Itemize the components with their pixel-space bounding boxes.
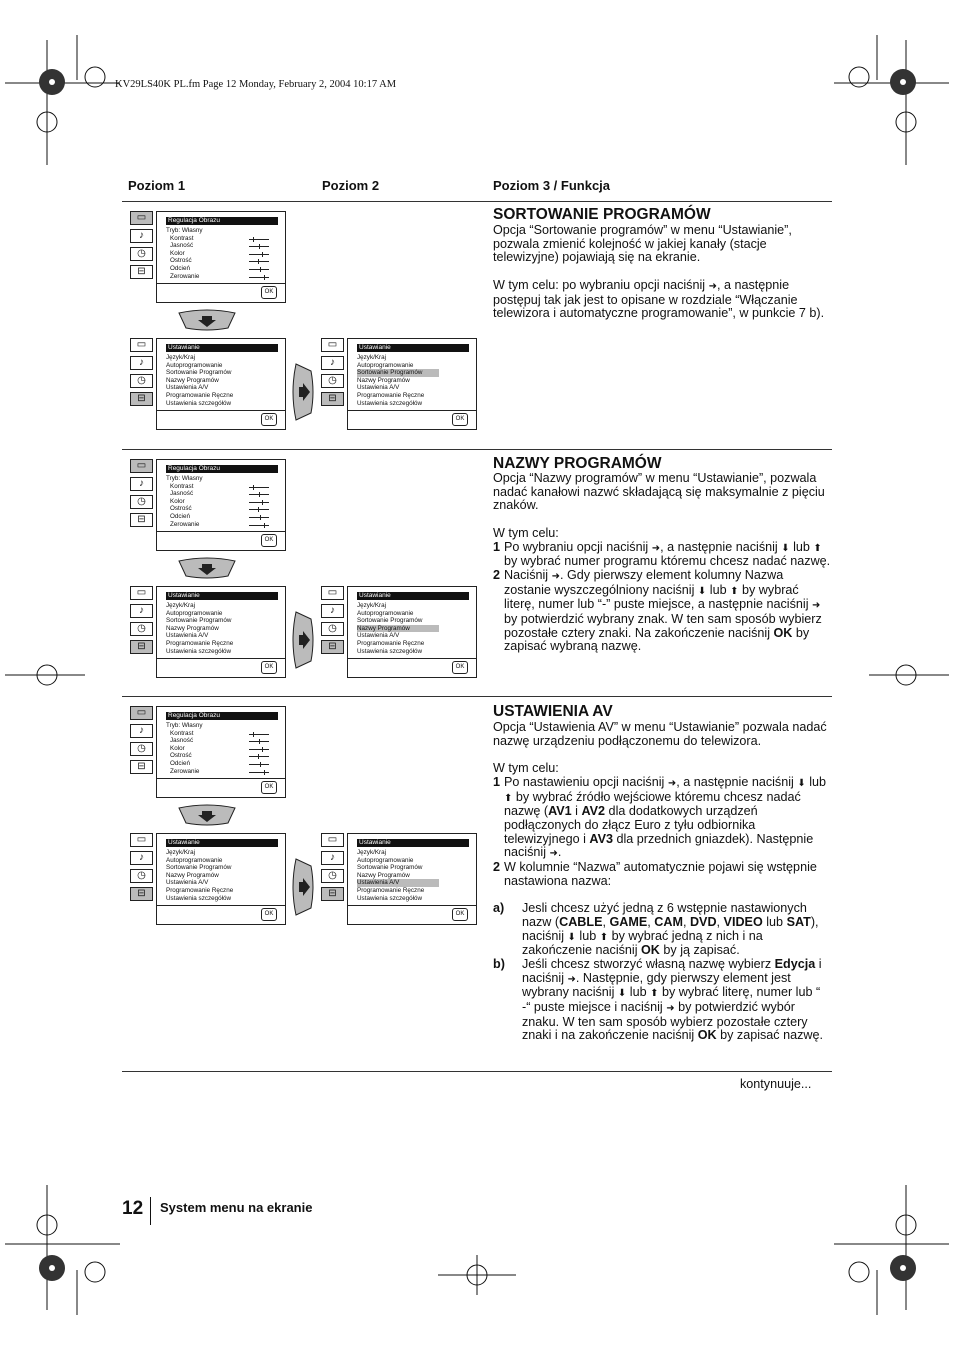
menu-icon-column	[130, 833, 156, 905]
menu-divider	[157, 778, 285, 779]
clock-icon: ◷	[130, 495, 153, 509]
ok-button-icon: OK	[452, 661, 468, 674]
footer-section-title: System menu na ekranie	[160, 1200, 313, 1215]
menu-item: Kolor	[170, 497, 185, 505]
menu-item: Sortowanie Programów	[166, 369, 232, 377]
menu-item: Sortowanie Programów	[166, 864, 232, 872]
menu-title: Ustawianie	[166, 344, 278, 352]
menu-items	[357, 602, 439, 655]
tv-screen-icon: ▭	[321, 833, 344, 847]
right-arrow-icon: ➜	[708, 280, 717, 292]
footer-divider	[150, 1197, 151, 1225]
menu-item: Ustawienia A/V	[357, 632, 400, 640]
down-arrow-icon: ⬇	[797, 777, 806, 789]
menu-item: Jasność	[170, 242, 194, 250]
tv-screen-icon: ▭	[130, 211, 153, 225]
menu-icon-column	[130, 459, 156, 531]
slider-bar	[249, 525, 269, 526]
clock-icon: ◷	[321, 622, 344, 636]
menu-icon-column	[130, 338, 156, 410]
menu-item: Nazwy Programów	[166, 871, 219, 879]
sub-steps-list	[493, 902, 831, 1043]
menu-screen	[321, 586, 483, 680]
paragraph: Opcja “Ustawienia AV” w menu “Ustawianie” pozwala nadać nazwę urządzeniu podłączonemu do telewizora.	[493, 720, 827, 748]
menu-item: Ustawienia A/V	[166, 384, 209, 392]
toolbox-icon: ⊟	[321, 887, 344, 901]
menu-item: Sortowanie Programów	[357, 864, 423, 872]
menu-panel	[156, 833, 286, 925]
tv-screen-icon: ▭	[130, 833, 153, 847]
up-arrow-icon: ⬆	[504, 792, 513, 804]
menu-item: Ustawienia szczegółów	[357, 647, 423, 655]
toolbox-icon: ⊟	[321, 640, 344, 654]
menu-item: Programowanie Ręczne	[357, 391, 425, 399]
list-item: 1 Po nastawieniu opcji naciśnij ➜, a następnie naciśnij ⬇ lub ⬆ by wybrać źródło wejściowe któremu chcesz nadać nazwę (AV1 i AV2 dla dodatkowych urządzeń podłączonych do złącz Euro z tyłu odbiornika telewizyjnego i AV3 dla przednich gniazdek). Następnie naciśnij ➜.	[493, 774, 827, 860]
menu-item: Ustawienia A/V	[166, 879, 209, 887]
music-note-icon: ♪	[130, 356, 153, 370]
ok-button-icon: OK	[452, 413, 468, 426]
section-text-av	[493, 721, 831, 1043]
paragraph: Opcja “Nazwy programów” w menu “Ustawianie”, pozwala nadać kanałowi nazwć składającą się maksymalnie z pięciu znaków.	[493, 471, 825, 513]
slider-bar	[249, 749, 269, 750]
menu-item: Zerowanie	[170, 272, 200, 280]
slider-knob	[264, 523, 265, 528]
menu-items	[166, 722, 203, 775]
down-arrow-icon: ⬇	[697, 585, 707, 597]
slider-bar	[249, 239, 269, 240]
menu-item: Język/Kraj	[357, 354, 387, 361]
divider	[122, 1071, 832, 1072]
music-note-icon: ♪	[321, 851, 344, 865]
menu-item: Nazwy Programów	[166, 376, 219, 384]
right-arrow-icon: ➜	[666, 1003, 675, 1015]
menu-title: Ustawianie	[357, 592, 469, 600]
paragraph: W tym celu: po wybraniu opcji naciśnij ➜, a następnie postępuj tak jak jest to opisane w rozdziale “Włączanie telewizora i automatyczne programowanie”, w punkcie 7 b).	[493, 277, 825, 321]
music-note-icon: ♪	[130, 477, 153, 491]
menu-divider	[157, 410, 285, 411]
menu-title: Ustawianie	[166, 592, 278, 600]
slider-knob	[260, 267, 261, 272]
right-arrow-icon: ➜	[812, 600, 821, 612]
tv-screen-icon: ▭	[130, 586, 153, 600]
menu-icon-column	[130, 706, 156, 778]
toolbox-icon: ⊟	[130, 265, 153, 279]
page-number: 12	[122, 1198, 144, 1219]
menu-item: Język/Kraj	[357, 849, 387, 856]
menu-screen	[130, 459, 292, 553]
menu-mode: Tryb: Własny	[166, 475, 203, 482]
menu-item: Kolor	[170, 249, 185, 257]
slider-bar	[249, 756, 269, 757]
list-item: 2 Naciśnij ➜. Gdy pierwszy element kolumny Nazwa zostanie wyszczególniony naciśnij ⬇ lub ⬆ by wybrać literę, numer lub “-” puste miejsce, a następnie naciśnij ➜ by potwierdzić wybrany znak. W ten sam sposób wybierz pozostałe cztery znaki. Na zakończenie naciśnij OK by zapisać wybraną nazwę.	[493, 567, 822, 654]
music-note-icon: ♪	[130, 724, 153, 738]
menu-item: Programowanie Ręczne	[357, 886, 425, 894]
menu-item: Programowanie Ręczne	[357, 639, 425, 647]
menu-icon-column	[321, 586, 347, 658]
slider-knob	[258, 259, 259, 264]
right-arrow-icon	[292, 363, 314, 421]
right-arrow-icon: ➜	[667, 777, 677, 789]
ok-button-icon: OK	[452, 908, 468, 921]
menu-item: Nazwy Programów	[357, 625, 439, 633]
list-item: a) Jesli chcesz użyć jedną z 6 wstępnie nastawionych nazw (CABLE, GAME, CAM, DVD, VIDEO lub SAT), naciśnij ⬇ lub ⬆ by wybrać jedną z nich i na zakończenie naciśnij OK by ją zapisać.	[493, 901, 819, 958]
slider-bar	[249, 764, 269, 765]
menu-screen	[130, 706, 292, 800]
column-level3: Poziom 3 / Funkcja	[493, 178, 611, 193]
down-arrow-icon: ⬇	[617, 988, 627, 1000]
paragraph: W tym celu:	[493, 525, 559, 540]
menu-item: Kontrast	[170, 729, 194, 737]
music-note-icon: ♪	[321, 604, 344, 618]
menu-icon-column	[321, 338, 347, 410]
toolbox-icon: ⊟	[130, 887, 153, 901]
menu-divider	[348, 658, 476, 659]
menu-item: Kontrast	[170, 482, 194, 490]
menu-panel	[156, 459, 286, 551]
column-level1: Poziom 1	[128, 178, 186, 193]
file-header: KV29LS40K PL.fm Page 12 Monday, February 2, 2004 10:17 AM	[115, 79, 397, 90]
slider-bar	[249, 494, 269, 495]
menu-panel	[156, 586, 286, 678]
menu-title: Ustawianie	[166, 839, 278, 847]
menu-item: Kolor	[170, 744, 185, 752]
menu-screen	[130, 338, 292, 432]
section-text-names	[493, 472, 831, 654]
music-note-icon: ♪	[130, 851, 153, 865]
toolbox-icon: ⊟	[130, 760, 153, 774]
menu-divider	[157, 905, 285, 906]
slider-knob	[259, 739, 260, 744]
menu-item: Odcień	[170, 512, 190, 520]
menu-item: Ostrość	[170, 505, 192, 513]
slider-bar	[249, 269, 269, 270]
menu-title: Regulacja Obrazu	[166, 712, 278, 720]
right-arrow-icon: ➜	[551, 570, 560, 582]
slider-knob	[262, 252, 263, 257]
menu-item: Autoprogramowanie	[357, 361, 414, 369]
toolbox-icon: ⊟	[130, 513, 153, 527]
down-arrow-icon	[178, 804, 236, 826]
menu-item: Autoprogramowanie	[357, 609, 414, 617]
menu-item: Zerowanie	[170, 520, 200, 528]
clock-icon: ◷	[321, 374, 344, 388]
menu-item: Ustawienia szczegółów	[357, 399, 423, 407]
menu-item: Programowanie Ręczne	[166, 391, 234, 399]
paragraph: W tym celu:	[493, 761, 559, 776]
clock-icon: ◷	[321, 869, 344, 883]
steps-list	[493, 776, 831, 889]
menu-item: Sortowanie Programów	[357, 617, 423, 625]
up-arrow-icon: ⬆	[813, 542, 822, 554]
slider-bar	[249, 741, 269, 742]
menu-item: Nazwy Programów	[357, 871, 410, 879]
slider-bar	[249, 277, 269, 278]
menu-mode: Tryb: Własny	[166, 722, 203, 729]
right-arrow-icon: ➜	[549, 848, 558, 860]
slider-knob	[264, 770, 265, 775]
menu-panel	[347, 833, 477, 925]
menu-item: Nazwy Programów	[357, 376, 410, 384]
steps-list	[493, 541, 831, 655]
section-text-sort	[493, 224, 831, 335]
menu-item: Autoprogramowanie	[166, 609, 223, 617]
menu-items	[166, 602, 233, 655]
menu-item: Autoprogramowanie	[166, 856, 223, 864]
down-arrow-icon	[178, 309, 236, 331]
menu-items	[166, 354, 233, 407]
clock-icon: ◷	[130, 742, 153, 756]
menu-item: Język/Kraj	[166, 354, 196, 361]
menu-item: Język/Kraj	[357, 602, 387, 609]
menu-item: Programowanie Ręczne	[166, 639, 234, 647]
menu-icon-column	[321, 833, 347, 905]
tv-screen-icon: ▭	[321, 586, 344, 600]
down-arrow-icon	[178, 557, 236, 579]
slider-knob	[253, 732, 254, 737]
menu-mode: Tryb: Własny	[166, 227, 203, 234]
tv-screen-icon: ▭	[130, 459, 153, 473]
menu-item: Ostrość	[170, 752, 192, 760]
divider	[122, 696, 832, 697]
tv-screen-icon: ▭	[130, 338, 153, 352]
menu-item: Programowanie Ręczne	[166, 886, 234, 894]
menu-title: Regulacja Obrazu	[166, 465, 278, 473]
menu-item: Język/Kraj	[166, 602, 196, 609]
menu-item: Jasność	[170, 490, 194, 498]
tv-screen-icon: ▭	[130, 706, 153, 720]
menu-panel	[156, 211, 286, 303]
down-arrow-icon: ⬇	[781, 542, 790, 554]
menu-item: Odcień	[170, 264, 190, 272]
menu-panel	[347, 338, 477, 430]
slider-bar	[249, 261, 269, 262]
menu-item: Sortowanie Programów	[166, 617, 232, 625]
menu-screen	[130, 833, 292, 927]
menu-item: Nazwy Programów	[166, 624, 219, 632]
menu-item: Ustawienia A/V	[357, 879, 439, 887]
column-level2: Poziom 2	[322, 178, 380, 193]
divider	[122, 449, 832, 450]
slider-bar	[249, 734, 269, 735]
menu-panel	[156, 706, 286, 798]
toolbox-icon: ⊟	[321, 392, 344, 406]
divider	[122, 201, 832, 202]
section-title-sort: SORTOWANIE PROGRAMÓW	[493, 206, 711, 223]
slider-bar	[249, 487, 269, 488]
menu-screen	[321, 338, 483, 432]
menu-screen	[130, 211, 292, 305]
menu-screen	[130, 586, 292, 680]
up-arrow-icon: ⬆	[599, 931, 609, 943]
menu-item: Ustawienia szczegółów	[357, 894, 423, 902]
menu-item: Ostrość	[170, 257, 192, 265]
up-arrow-icon: ⬆	[730, 585, 739, 597]
menu-divider	[157, 658, 285, 659]
ok-button-icon: OK	[261, 781, 277, 794]
section-title-names: NAZWY PROGRAMÓW	[493, 455, 662, 472]
slider-bar	[249, 502, 269, 503]
section-title-av: USTAWIENIA AV	[493, 703, 613, 720]
toolbox-icon: ⊟	[130, 392, 153, 406]
menu-item: Ustawienia szczegółów	[166, 894, 232, 902]
slider-knob	[253, 485, 254, 490]
menu-icon-column	[130, 211, 156, 283]
slider-knob	[258, 507, 259, 512]
menu-title: Regulacja Obrazu	[166, 217, 278, 225]
slider-knob	[260, 515, 261, 520]
paragraph: Opcja “Sortowanie programów” w menu “Ustawianie”, pozwala zmienić kolejność w jakiej kanały (stacje telewizyjne) pojawiają się na ekranie.	[493, 223, 792, 265]
toolbox-icon: ⊟	[130, 640, 153, 654]
music-note-icon: ♪	[130, 229, 153, 243]
menu-item: Odcień	[170, 759, 190, 767]
clock-icon: ◷	[130, 622, 153, 636]
ok-button-icon: OK	[261, 661, 277, 674]
menu-items	[357, 354, 439, 407]
music-note-icon: ♪	[321, 356, 344, 370]
ok-button-icon: OK	[261, 286, 277, 299]
slider-knob	[260, 762, 261, 767]
up-arrow-icon: ⬆	[650, 988, 659, 1000]
menu-items	[357, 849, 439, 902]
menu-item: Ustawienia szczegółów	[166, 399, 232, 407]
menu-item: Kontrast	[170, 234, 194, 242]
ok-button-icon: OK	[261, 534, 277, 547]
menu-item: Autoprogramowanie	[357, 856, 414, 864]
menu-panel	[156, 338, 286, 430]
menu-divider	[157, 283, 285, 284]
slider-knob	[259, 244, 260, 249]
slider-knob	[253, 237, 254, 242]
slider-knob	[259, 492, 260, 497]
music-note-icon: ♪	[130, 604, 153, 618]
slider-bar	[249, 772, 269, 773]
list-item: b) Jeśli chcesz stworzyć własną nazwę wybierz Edycja i naciśnij ➜. Następnie, gdy pierwszy element jest wybrany naciśnij ⬇ lub ⬆ by wybrać literę, numer lub “ -“ puste miejsce i naciśnij ➜ by potwierdzić wybór znaku. W ten sam sposób wybierz pozostałe cztery znaki i na zakończenie naciśnij OK by zapisać nazwę.	[493, 956, 824, 1043]
menu-screen	[321, 833, 483, 927]
slider-bar	[249, 246, 269, 247]
menu-item: Język/Kraj	[166, 849, 196, 856]
menu-item: Autoprogramowanie	[166, 361, 223, 369]
ok-button-icon: OK	[261, 908, 277, 921]
ok-button-icon: OK	[261, 413, 277, 426]
menu-items	[166, 849, 233, 902]
menu-title: Ustawianie	[357, 344, 469, 352]
down-arrow-icon: ⬇	[567, 931, 576, 943]
menu-panel	[347, 586, 477, 678]
menu-items	[166, 475, 203, 528]
tv-screen-icon: ▭	[321, 338, 344, 352]
menu-item: Zerowanie	[170, 767, 200, 775]
slider-bar	[249, 517, 269, 518]
slider-bar	[249, 509, 269, 510]
slider-knob	[262, 500, 263, 505]
list-item: 1 Po wybraniu opcji naciśnij ➜, a następnie naciśnij ⬇ lub ⬆ by wybrać numer programu któremu chcesz nadać nazwę.	[493, 539, 831, 569]
slider-bar	[249, 254, 269, 255]
slider-knob	[264, 275, 265, 280]
clock-icon: ◷	[130, 247, 153, 261]
menu-title: Ustawianie	[357, 839, 469, 847]
menu-item: Jasność	[170, 737, 194, 745]
menu-divider	[157, 531, 285, 532]
menu-item: Ustawienia A/V	[166, 632, 209, 640]
menu-item: Sortowanie Programów	[357, 369, 439, 377]
menu-items	[166, 227, 203, 280]
menu-item: Ustawienia A/V	[357, 384, 400, 392]
menu-divider	[348, 905, 476, 906]
menu-icon-column	[130, 586, 156, 658]
menu-divider	[348, 410, 476, 411]
right-arrow-icon: ➜	[651, 542, 661, 554]
slider-knob	[262, 747, 263, 752]
right-arrow-icon: ➜	[567, 973, 576, 985]
right-arrow-icon	[292, 611, 314, 669]
clock-icon: ◷	[130, 374, 153, 388]
list-item: 2 W kolumnie “Nazwa” automatycznie pojawi się wstępnie nastawiona nazwa:	[493, 860, 817, 888]
continued-note: kontynuuje...	[740, 1077, 812, 1091]
right-arrow-icon	[292, 858, 314, 916]
clock-icon: ◷	[130, 869, 153, 883]
slider-knob	[258, 754, 259, 759]
menu-item: Ustawienia szczegółów	[166, 647, 232, 655]
